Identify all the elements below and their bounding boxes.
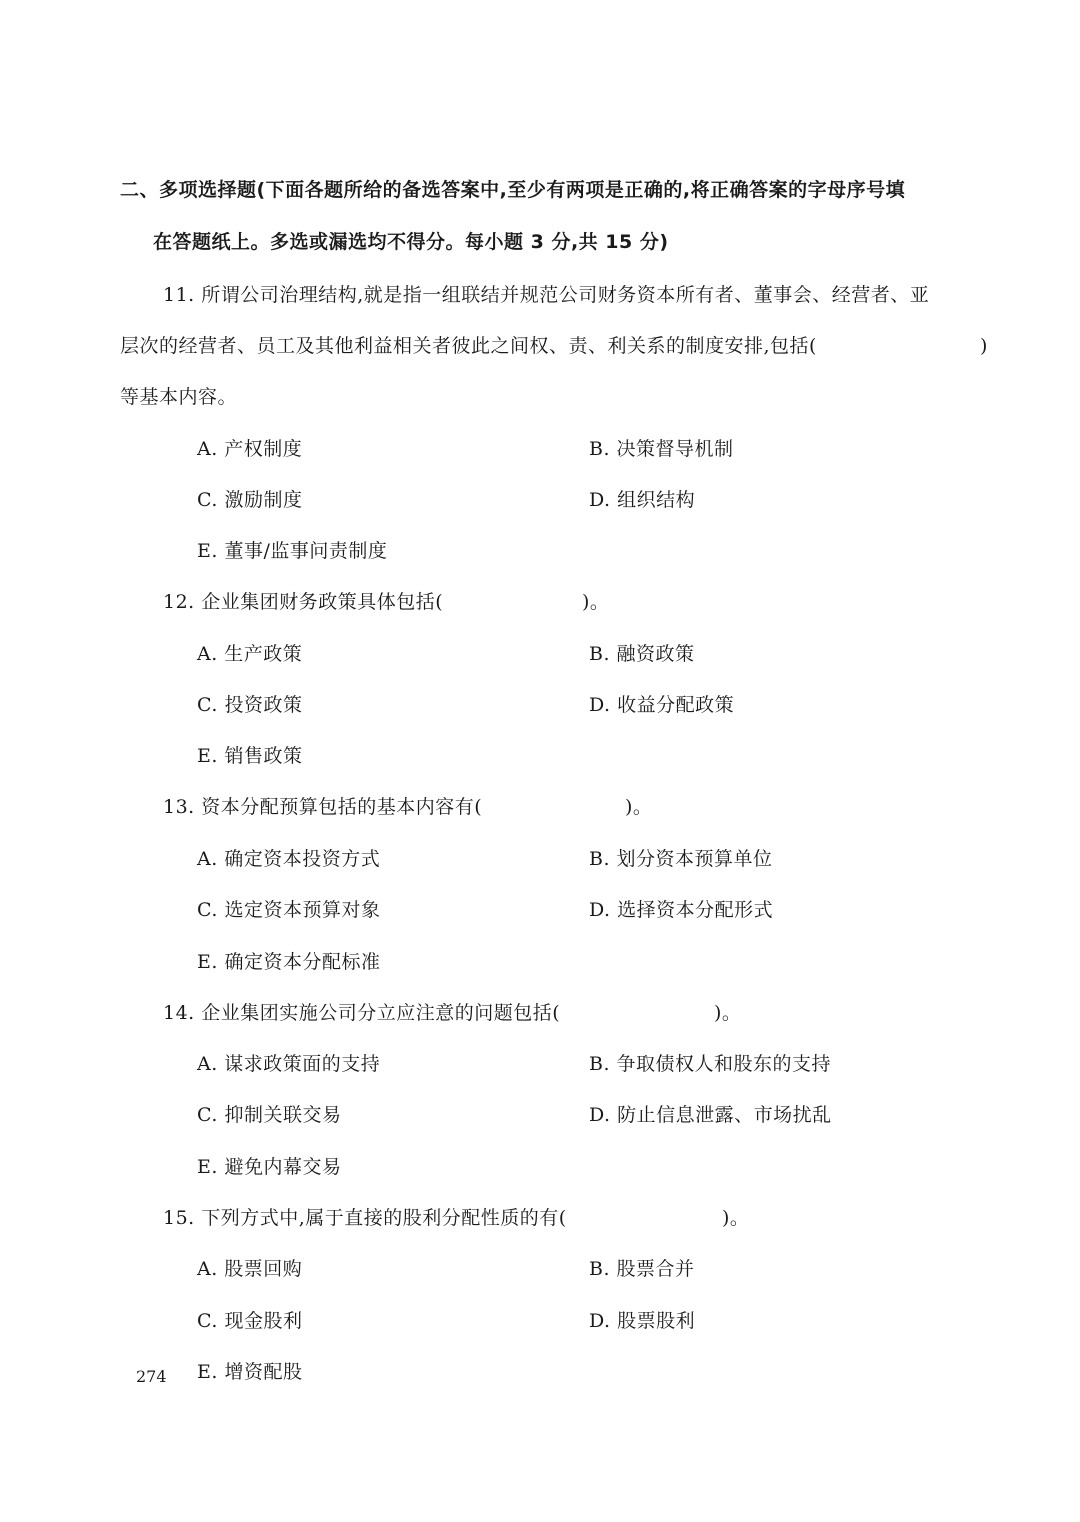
q11-option-e: E. 董事/监事问责制度 xyxy=(197,540,388,562)
q14-option-a: A. 谋求政策面的支持 xyxy=(197,1053,381,1075)
q14-option-b: B. 争取债权人和股东的支持 xyxy=(589,1053,832,1075)
question-11-line-3: 等基本内容。 xyxy=(120,386,238,408)
q11-option-c: C. 激励制度 xyxy=(197,489,303,511)
question-12-stem: 12. 企业集团财务政策具体包括( xyxy=(163,591,444,613)
question-12-paren-close: )。 xyxy=(582,591,610,613)
q15-option-a: A. 股票回购 xyxy=(197,1258,303,1280)
question-11-paren-close: ) xyxy=(980,335,988,357)
q13-option-d: D. 选择资本分配形式 xyxy=(589,899,774,921)
q12-option-a: A. 生产政策 xyxy=(197,643,303,665)
q12-option-e: E. 销售政策 xyxy=(197,745,303,767)
q14-option-c: C. 抑制关联交易 xyxy=(197,1104,342,1126)
question-11-line-2: 层次的经营者、员工及其他利益相关者彼此之间权、责、利关系的制度安排,包括( xyxy=(120,335,817,357)
q13-option-b: B. 划分资本预算单位 xyxy=(589,848,773,870)
q11-option-d: D. 组织结构 xyxy=(589,489,696,511)
q12-option-b: B. 融资政策 xyxy=(589,643,695,665)
q12-option-c: C. 投资政策 xyxy=(197,694,303,716)
q14-option-d: D. 防止信息泄露、市场扰乱 xyxy=(589,1104,832,1126)
question-13-paren-close: )。 xyxy=(625,796,653,818)
question-11-line-1: 11. 所谓公司治理结构,就是指一组联结并规范公司财务资本所有者、董事会、经营者、亚 xyxy=(163,284,930,306)
section-title-line-2: 在答题纸上。多选或漏选均不得分。每小题 3 分,共 15 分) xyxy=(153,231,669,253)
q14-option-e: E. 避免内幕交易 xyxy=(197,1156,342,1178)
q11-option-a: A. 产权制度 xyxy=(197,438,303,460)
page-number: 274 xyxy=(136,1367,167,1386)
q15-option-d: D. 股票股利 xyxy=(589,1310,696,1332)
q12-option-d: D. 收益分配政策 xyxy=(589,694,735,716)
question-15-stem: 15. 下列方式中,属于直接的股利分配性质的有( xyxy=(163,1207,567,1229)
q15-option-e: E. 增资配股 xyxy=(197,1361,303,1383)
question-14-paren-close: )。 xyxy=(714,1002,742,1024)
question-15-paren-close: )。 xyxy=(722,1207,750,1229)
q11-option-b: B. 决策督导机制 xyxy=(589,438,734,460)
q13-option-a: A. 确定资本投资方式 xyxy=(197,848,381,870)
q13-option-c: C. 选定资本预算对象 xyxy=(197,899,381,921)
q15-option-b: B. 股票合并 xyxy=(589,1258,695,1280)
question-14-stem: 14. 企业集团实施公司分立应注意的问题包括( xyxy=(163,1002,561,1024)
section-title-line-1: 二、多项选择题(下面各题所给的备选答案中,至少有两项是正确的,将正确答案的字母序号填 xyxy=(120,179,906,201)
q13-option-e: E. 确定资本分配标准 xyxy=(197,951,381,973)
q15-option-c: C. 现金股利 xyxy=(197,1310,303,1332)
question-13-stem: 13. 资本分配预算包括的基本内容有( xyxy=(163,796,483,818)
